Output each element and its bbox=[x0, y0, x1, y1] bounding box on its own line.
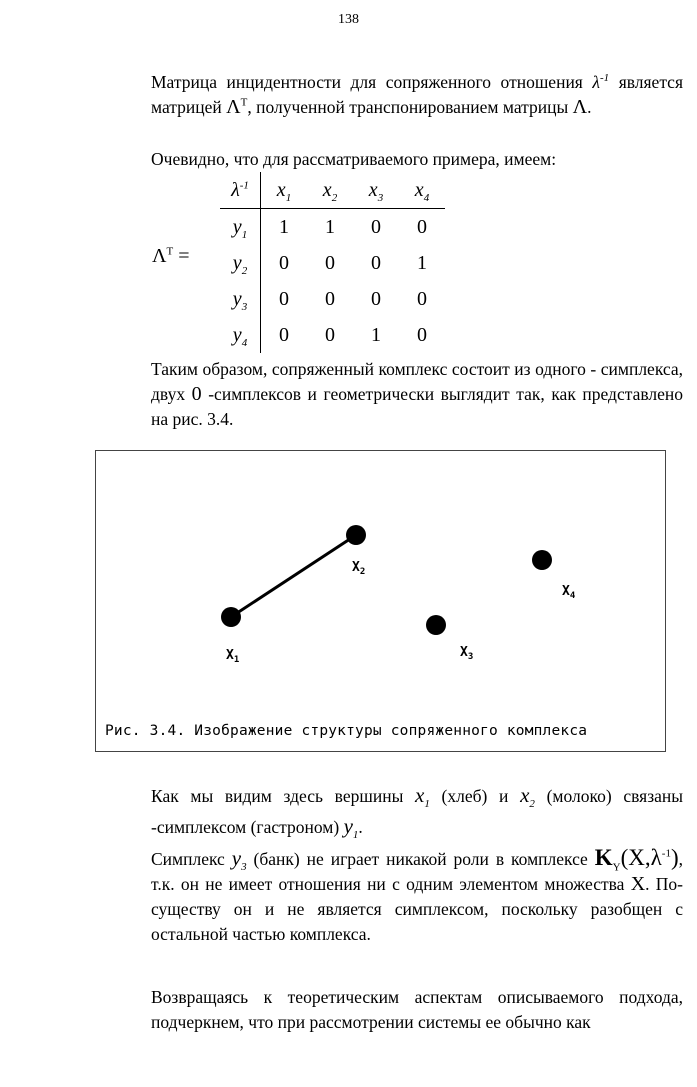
x2-base: x bbox=[520, 783, 530, 807]
matrix-corner bbox=[220, 172, 261, 209]
p3-text-3: -симплексов и геометрически выглядит так, как представлено на рис. 3.4. bbox=[151, 384, 683, 429]
label-sub: 2 bbox=[359, 567, 366, 577]
matrix-cell: 0 bbox=[417, 287, 427, 310]
matrix-cell: 1 bbox=[371, 323, 381, 346]
matrix-cell: 0 bbox=[371, 251, 381, 274]
row-head-sub: 4 bbox=[241, 336, 248, 349]
p5-text-3: , т.к. он не имеет отношения ни с одним элементом множества bbox=[151, 849, 683, 894]
corner-sup: -1 bbox=[239, 178, 249, 191]
y1-sub: 1 bbox=[352, 829, 359, 842]
complex-args: (X,λ bbox=[620, 845, 662, 870]
paragraph-4 bbox=[93, 780, 683, 842]
col-head-base: x bbox=[368, 178, 378, 201]
p4-text-1: Как мы видим здесь вершины bbox=[151, 786, 416, 806]
complex-K-sub: Y bbox=[612, 861, 621, 874]
row-head-y2 bbox=[220, 245, 261, 281]
p3-text-1: Таким образом, сопряженный комплекс состоит из одного - bbox=[151, 359, 597, 379]
col-head-base: x bbox=[414, 178, 424, 201]
matrix-row-y1 bbox=[220, 209, 445, 246]
matrix-cell: 0 bbox=[279, 287, 289, 310]
matrix-label-sup: T bbox=[166, 245, 174, 258]
complex-close: ) bbox=[670, 845, 679, 870]
vertex-label-x2 bbox=[352, 560, 365, 577]
p5-text-1: Симплекс bbox=[151, 849, 232, 869]
label-base: X bbox=[352, 560, 360, 575]
col-head-x3 bbox=[353, 172, 399, 209]
p3-text-2: симплекса, двух bbox=[151, 359, 684, 404]
matrix-label-lambda: Λ bbox=[152, 245, 167, 267]
row-head-sub: 2 bbox=[241, 264, 248, 277]
lambda-sup: -1 bbox=[599, 72, 610, 85]
label-sub: 4 bbox=[569, 591, 576, 601]
complex-sup: -1 bbox=[661, 847, 671, 860]
col-head-base: x bbox=[276, 178, 286, 201]
matrix-cell: 0 bbox=[325, 251, 335, 274]
p5-text-4: . По-существу он и не является симплексом, поскольку разобщен с остальной частью комплекса. bbox=[151, 874, 683, 944]
row-head-y1 bbox=[220, 209, 261, 246]
p4-period: . bbox=[358, 817, 363, 837]
matrix-row-y3 bbox=[220, 281, 445, 317]
var-x1 bbox=[415, 783, 430, 811]
label-sub: 3 bbox=[467, 652, 474, 662]
col-head-base: x bbox=[322, 178, 332, 201]
vertex-x2 bbox=[346, 525, 366, 545]
complex-diagram bbox=[96, 451, 665, 751]
corner-lambda: λ bbox=[231, 178, 240, 201]
matrix-cell: 0 bbox=[417, 323, 427, 346]
y3-sub: 3 bbox=[241, 861, 247, 874]
vertex-label-x3 bbox=[460, 645, 473, 662]
vertex-label-x4 bbox=[562, 584, 576, 601]
col-head-sub: 2 bbox=[331, 191, 338, 204]
row-head-y3 bbox=[220, 281, 261, 317]
y3-base: y bbox=[231, 846, 242, 870]
p1-period: . bbox=[587, 97, 592, 117]
lambda-inverse bbox=[592, 72, 609, 92]
p1-text-3: , полученной транспонированием матрицы bbox=[247, 97, 573, 117]
paragraph-1 bbox=[93, 70, 683, 120]
col-head-x2 bbox=[307, 172, 353, 209]
paragraph-5 bbox=[93, 845, 683, 947]
y1-base: y bbox=[343, 814, 353, 838]
matrix-cell: 0 bbox=[371, 287, 381, 310]
label-base: X bbox=[460, 645, 468, 660]
row-head-base: y bbox=[232, 287, 242, 310]
col-head-x1 bbox=[261, 172, 308, 209]
p4-text-2: (хлеб) и bbox=[429, 786, 521, 806]
matrix-cell: 1 bbox=[279, 215, 289, 238]
col-head-x4 bbox=[399, 172, 445, 209]
matrix-cell: 1 bbox=[325, 215, 335, 238]
simplex-edge bbox=[231, 535, 356, 617]
matrix-cell: 0 bbox=[371, 215, 381, 238]
p1-text-2: является матрицей bbox=[151, 72, 683, 117]
zero-symbol: 0 bbox=[191, 383, 202, 405]
matrix-header-row bbox=[220, 172, 445, 209]
label-base: X bbox=[226, 648, 234, 663]
p1-text-1: Матрица инцидентности для сопряженного отношения bbox=[151, 72, 593, 92]
matrix-equals: = bbox=[173, 245, 190, 267]
row-head-base: y bbox=[232, 251, 242, 274]
matrix-cell: 1 bbox=[417, 251, 427, 274]
transpose-sup: T bbox=[240, 96, 248, 109]
matrix-cell: 0 bbox=[325, 323, 335, 346]
row-head-sub: 3 bbox=[241, 300, 248, 313]
complex-K: K bbox=[594, 845, 613, 870]
figure-3-4 bbox=[95, 450, 666, 752]
matrix-row-y4 bbox=[220, 317, 445, 353]
lambda-transpose bbox=[226, 96, 247, 118]
capital-lambda-2: Λ bbox=[572, 96, 588, 118]
matrix-row-y2 bbox=[220, 245, 445, 281]
p6-text: Возвращаясь к теоретическим аспектам описываемого подхода, подчеркнем, что при рассмотрении системы ее обычно как bbox=[151, 987, 683, 1032]
p2-text: Очевидно, что для рассматриваемого примера, имеем: bbox=[151, 149, 557, 169]
vertex-label-x1 bbox=[226, 648, 239, 665]
matrix-cell: 0 bbox=[417, 215, 427, 238]
row-head-sub: 1 bbox=[241, 228, 248, 241]
col-head-sub: 4 bbox=[423, 191, 430, 204]
x1-base: x bbox=[415, 783, 425, 807]
row-head-base: y bbox=[232, 323, 242, 346]
lambda-symbol: λ bbox=[592, 72, 600, 92]
row-head-y4 bbox=[220, 317, 261, 353]
p5-text-2: (банк) не играет никакой роли в комплексе bbox=[246, 849, 595, 869]
var-y3 bbox=[231, 846, 247, 874]
x2-sub: 2 bbox=[529, 798, 535, 811]
p4-text-3: (молоко) связаны -симплексом (гастроном) bbox=[151, 786, 683, 837]
incidence-matrix bbox=[220, 172, 445, 353]
var-y1 bbox=[343, 814, 359, 842]
col-head-sub: 3 bbox=[377, 191, 384, 204]
matrix-label bbox=[152, 245, 190, 268]
col-head-sub: 1 bbox=[285, 191, 292, 204]
matrix-cell: 0 bbox=[279, 251, 289, 274]
paragraph-6 bbox=[93, 985, 683, 1035]
row-head-base: y bbox=[232, 215, 242, 238]
paragraph-2 bbox=[93, 147, 683, 172]
capital-lambda: Λ bbox=[226, 96, 241, 118]
label-base: X bbox=[562, 584, 570, 599]
label-sub: 1 bbox=[233, 655, 240, 665]
var-x2 bbox=[520, 783, 535, 811]
matrix-cell: 0 bbox=[325, 287, 335, 310]
x1-sub: 1 bbox=[424, 798, 430, 811]
vertex-x3 bbox=[426, 615, 446, 635]
figure-caption: Рис. 3.4. Изображение структуры сопряженного комплекса bbox=[105, 723, 588, 739]
vertex-x1 bbox=[221, 607, 241, 627]
matrix-cell: 0 bbox=[279, 323, 289, 346]
set-X: X bbox=[630, 873, 646, 895]
vertex-x4 bbox=[532, 550, 552, 570]
complex-notation bbox=[594, 845, 679, 874]
paragraph-3 bbox=[93, 357, 683, 432]
page-number: 138 bbox=[338, 12, 359, 27]
